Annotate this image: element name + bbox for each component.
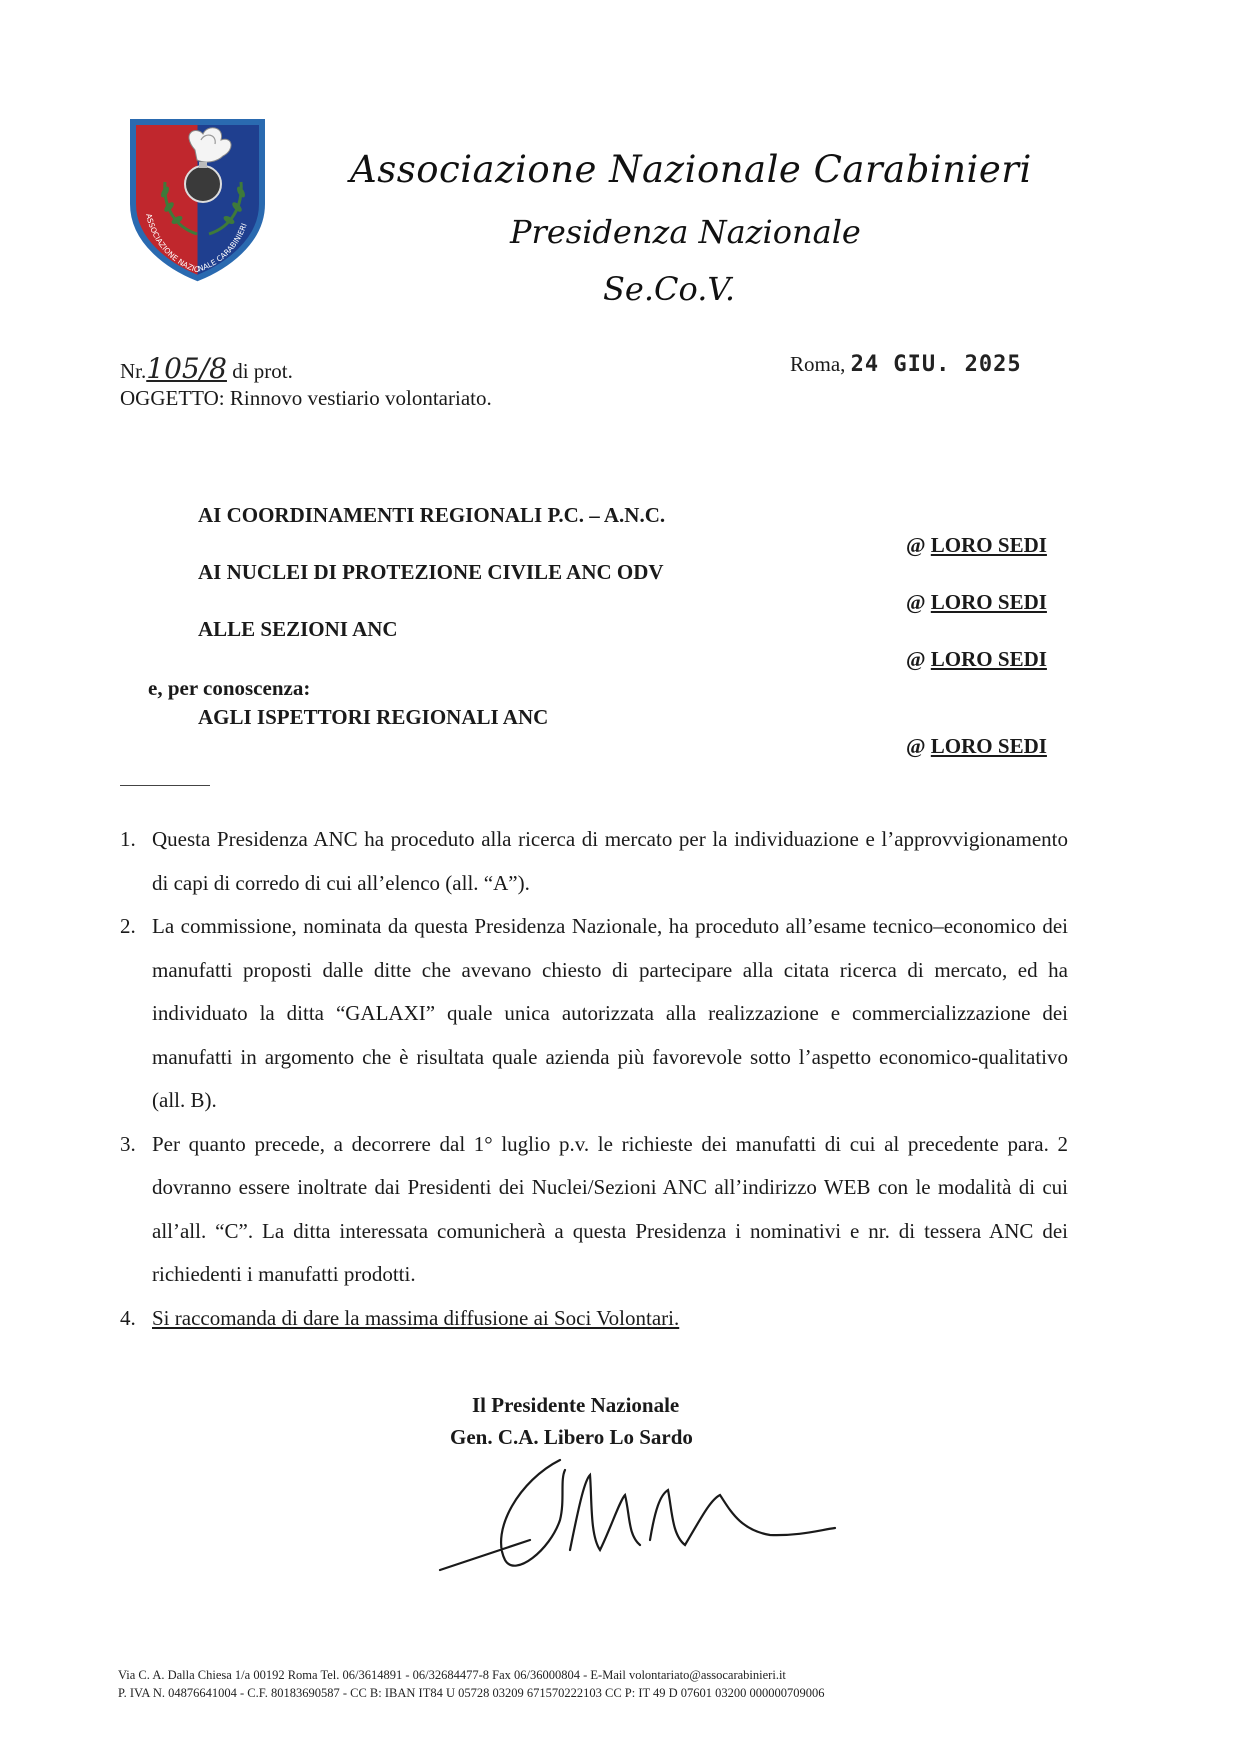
- at-sign: @: [906, 533, 926, 557]
- protocol-number: 105/8: [146, 352, 227, 385]
- recipient-destination: [906, 533, 1047, 558]
- place: Roma,: [790, 352, 846, 376]
- recipient-destination: [906, 734, 1047, 759]
- recipient-destination: [906, 590, 1047, 615]
- logo-text: ASSOCIAZIONE NAZIONALE CARABINIERI: [144, 212, 249, 275]
- destination-label: LORO SEDI: [930, 647, 1047, 671]
- paragraph-number: 4.: [120, 1305, 136, 1330]
- at-sign: @: [906, 647, 926, 671]
- date-line: [790, 352, 1022, 377]
- cc-label: e, per conoscenza:: [148, 676, 311, 700]
- subject-text: Rinnovo vestiario volontariato.: [229, 386, 492, 410]
- body-paragraph: [120, 905, 1068, 1123]
- subject-line: [120, 386, 492, 411]
- footer-address: Via C. A. Dalla Chiesa 1/a 00192 Roma Tel. 06/3614891 - 06/32684477-8 Fax 06/36000804 - E-Mail volontariato@assocarabinieri.it: [118, 1668, 786, 1682]
- organization-name: Associazione Nazionale Carabinieri: [350, 148, 1032, 191]
- paragraph-text: Per quanto precede, a decorrere dal 1° luglio p.v. le richieste dei manufatti di cui al precedente para. 2 dovranno essere inoltrate dai Presidenti dei Nuclei/Sezioni ANC all’indirizzo WEB con le modalità di cui all’all. “C”. La ditta interessata comunicherà a questa Presidenza i nominativi e nr. di tessera ANC dei richiedenti i manufatti prodotti.: [152, 1131, 1068, 1286]
- anc-shield-logo: [125, 112, 270, 282]
- recipient-sections: ALLE SEZIONI ANC: [198, 617, 398, 641]
- destination-label: LORO SEDI: [930, 533, 1047, 557]
- recipient-regional-coordination: AI COORDINAMENTI REGIONALI P.C. – A.N.C.: [198, 503, 666, 527]
- signatory-name: Gen. C.A. Libero Lo Sardo: [450, 1425, 693, 1449]
- body-paragraph: [120, 1297, 1068, 1341]
- department-name: Presidenza Nazionale: [510, 213, 861, 251]
- protocol-prefix: Nr.: [120, 359, 147, 383]
- paragraph-text: Si raccomanda di dare la massima diffusione ai Soci Volontari.: [152, 1305, 680, 1330]
- paragraph-number: 2.: [120, 914, 136, 938]
- protocol-suffix: di prot.: [232, 359, 293, 383]
- office-abbreviation: Se.Co.V.: [603, 270, 736, 308]
- body-paragraph: [120, 818, 1068, 905]
- signatory-title: Il Presidente Nazionale: [472, 1393, 680, 1417]
- paragraph-number: 3.: [120, 1131, 136, 1156]
- paragraph-text: La commissione, nominata da questa Presidenza Nazionale, ha proceduto all’esame tecnico–economico dei manufatti proposti dalle ditte che avevano chiesto di partecipare alla citata ricerca di mercato, ed ha individuato la ditta “GALAXI” quale unica autorizzata alla realizzazione e commercializzazione dei manufatti in argomento che è risultata quale azienda più favorevole sotto l’aspetto economico-qualitativo (all. B).: [152, 914, 1068, 1112]
- destination-label: LORO SEDI: [930, 590, 1047, 614]
- recipient-regional-inspectors: AGLI ISPETTORI REGIONALI ANC: [198, 705, 549, 729]
- at-sign: @: [906, 590, 926, 614]
- footer-fiscal-data: P. IVA N. 04876641004 - C.F. 80183690587 - CC B: IBAN IT84 U 05728 03209 671570222103 CC P: IT 49 D 07601 03200 000000709006: [118, 1686, 825, 1700]
- separator-line: [120, 785, 210, 786]
- recipient-destination: [906, 647, 1047, 672]
- date-stamp: 24 GIU. 2025: [850, 352, 1022, 377]
- body-paragraph: [120, 1123, 1068, 1297]
- recipient-civil-protection-units: AI NUCLEI DI PROTEZIONE CIVILE ANC ODV: [198, 560, 664, 584]
- protocol-line: [120, 352, 293, 385]
- subject-label: OGGETTO:: [120, 386, 225, 410]
- letter-body: [120, 818, 1068, 1340]
- at-sign: @: [906, 734, 926, 758]
- handwritten-signature: [410, 1440, 850, 1580]
- paragraph-number: 1.: [120, 827, 136, 851]
- paragraph-text: Questa Presidenza ANC ha proceduto alla ricerca di mercato per la individuazione e l’approvvigionamento di capi di corredo di cui all’elenco (all. “A”).: [152, 827, 1068, 895]
- destination-label: LORO SEDI: [930, 734, 1047, 758]
